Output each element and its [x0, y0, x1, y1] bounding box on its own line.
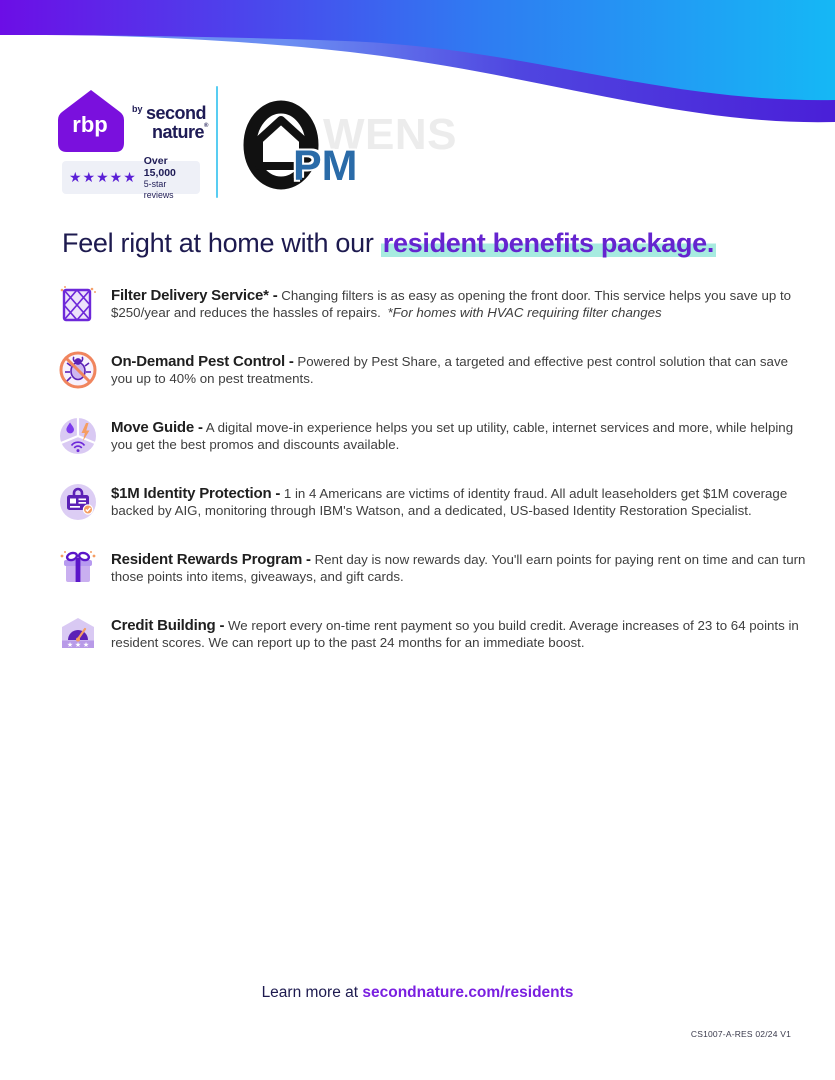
benefit-item-move-guide — [58, 416, 806, 456]
brand-line-nature: nature® — [152, 122, 208, 142]
benefit-description: Changing filters is as easy as opening the front door. This service helps you save up to $250/year and reduces the hassles of repairs. — [111, 288, 792, 321]
benefit-title: $1M Identity Protection - — [111, 485, 281, 502]
benefit-note: *For homes with HVAC requiring filter changes — [387, 305, 662, 321]
pm-wordmark: PM — [293, 142, 358, 190]
svg-text:★: ★ — [82, 642, 90, 649]
svg-text:★: ★ — [66, 642, 74, 649]
benefit-description: Rent day is now rewards day. You'll earn points for paying rent on time and can turn those points into items, giveaways, and gift cards. — [111, 552, 806, 585]
benefit-description: Powered by Pest Share, a targeted and effective pest control solution that can save you up to 40% on pest treatments. — [111, 354, 788, 387]
benefit-title: On-Demand Pest Control - — [111, 353, 294, 370]
benefit-text — [111, 482, 806, 520]
review-label: 5-star reviews — [143, 179, 174, 200]
logo-divider — [216, 86, 218, 198]
credit-gauge-icon — [58, 614, 98, 654]
id-card-check-icon — [58, 482, 98, 522]
star-rating-icons: ★★★★★ — [69, 169, 137, 185]
review-count: Over 15,000 — [143, 155, 176, 180]
rbp-wordmark: rbp — [72, 112, 108, 137]
benefit-description: A digital move-in experience helps you set up utility, cable, internet services and more, while helping you get the best promos and discounts available. — [111, 420, 794, 453]
svg-text:★: ★ — [74, 642, 82, 649]
benefit-description: We report every on-time rent payment so you build credit. Average increases of 23 to 64 points in resident scores. We can report up to the past 24 months for an immediate boost. — [111, 618, 799, 651]
benefit-item-credit-building — [58, 614, 806, 654]
benefit-item-pest-control — [58, 350, 806, 390]
benefit-text — [111, 416, 806, 454]
page-title — [62, 228, 716, 259]
owens-wordmark-light: WENS — [323, 110, 457, 159]
reviews-badge — [62, 155, 200, 200]
second-nature-wordmark — [131, 104, 208, 141]
owens-pm-logo — [243, 98, 523, 198]
benefit-title: Filter Delivery Service* - — [111, 287, 278, 304]
no-pest-icon — [58, 350, 98, 390]
benefits-list — [58, 284, 806, 680]
benefit-title: Credit Building - — [111, 617, 225, 634]
title-highlight: resident benefits package. — [382, 228, 715, 258]
learn-more-line — [0, 984, 835, 1002]
benefit-description: 1 in 4 Americans are victims of identity fraud. All adult leaseholders get $1M coverage backed by AIG, monitoring through IBM's Watson, and a dedicated, US-based Identity Restoration Specialist. — [111, 486, 788, 519]
brand-line-second: second — [146, 103, 207, 123]
by-label: by — [132, 104, 143, 114]
benefit-text — [111, 350, 806, 388]
document-code: CS1007-A-RES 02/24 V1 — [690, 1029, 791, 1039]
rbp-second-nature-logo — [55, 88, 208, 158]
website-link[interactable]: secondnature.com/residents — [362, 984, 574, 1001]
title-prefix: Feel right at home with our — [62, 228, 381, 258]
registered-mark: ® — [204, 123, 208, 129]
utilities-pie-icon — [58, 416, 98, 456]
benefit-title: Resident Rewards Program - — [111, 551, 311, 568]
learn-more-prefix: Learn more at — [261, 984, 363, 1001]
benefit-title: Move Guide - — [111, 419, 203, 436]
benefit-item-filter-delivery — [58, 284, 806, 324]
gift-box-icon — [58, 548, 98, 588]
benefit-item-resident-rewards — [58, 548, 806, 588]
benefit-text — [111, 548, 806, 586]
rbp-badge-icon — [55, 88, 127, 158]
benefit-text — [111, 284, 806, 322]
benefit-item-identity-protection — [58, 482, 806, 522]
benefit-text — [111, 614, 806, 652]
filter-icon — [58, 284, 98, 324]
